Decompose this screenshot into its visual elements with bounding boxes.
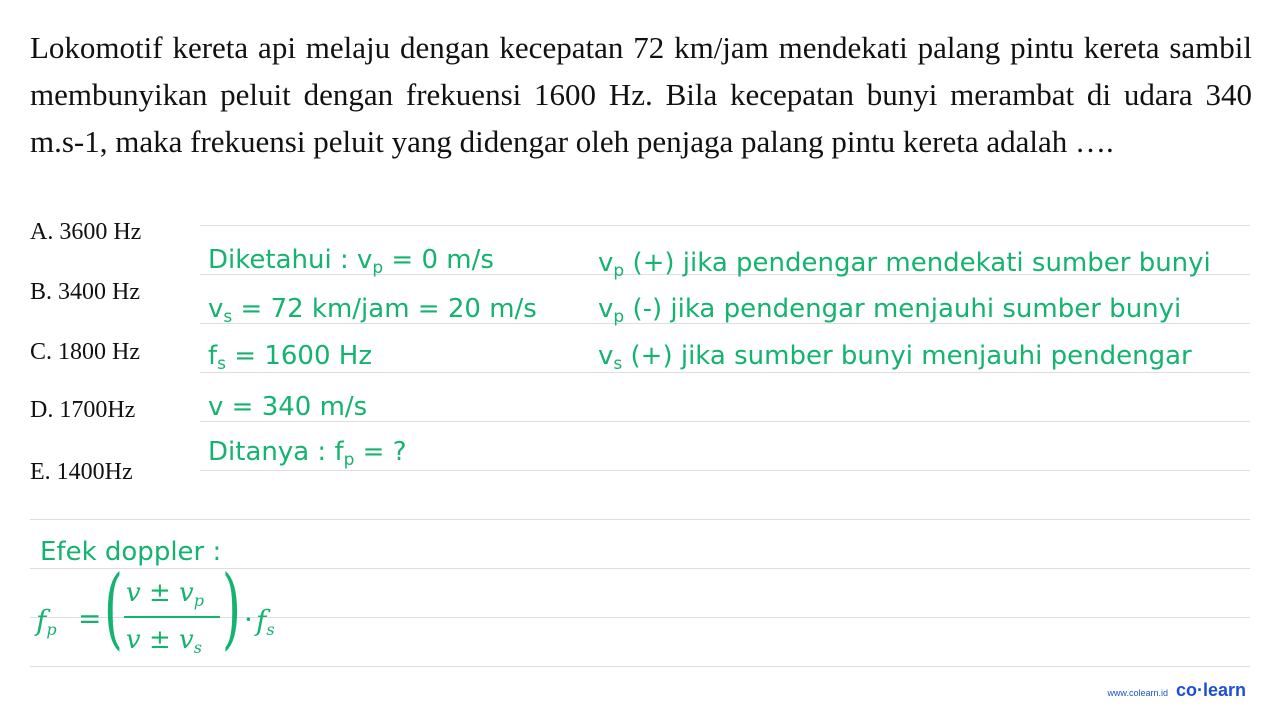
sign-rule-3 bbox=[598, 341, 1192, 374]
rule-line bbox=[30, 568, 1250, 569]
diketahui-fs bbox=[208, 341, 372, 374]
option-b[interactable]: B. 3400 Hz bbox=[30, 279, 140, 305]
diketahui-vs bbox=[208, 294, 537, 327]
ditanya-value: = ? bbox=[354, 437, 407, 467]
ditanya-line bbox=[208, 437, 407, 470]
fraction-bar bbox=[124, 616, 220, 618]
rhs-symbol: f bbox=[256, 604, 267, 637]
fs-symbol: f bbox=[208, 341, 218, 371]
lhs-subscript: p bbox=[46, 620, 57, 639]
rule1-text: (+) jika pendengar mendekati sumber bunyi bbox=[624, 248, 1211, 278]
lhs-symbol: f bbox=[36, 604, 47, 637]
sign-rule-1 bbox=[598, 248, 1211, 281]
numerator-text: v ± v bbox=[126, 578, 194, 608]
diketahui-label: Diketahui : bbox=[208, 245, 357, 275]
formula-rhs bbox=[256, 604, 275, 637]
ditanya-subscript: p bbox=[343, 450, 355, 470]
vs-subscript: s bbox=[223, 307, 233, 327]
option-a[interactable]: A. 3600 Hz bbox=[30, 219, 142, 245]
fs-value: = 1600 Hz bbox=[226, 341, 372, 371]
vp-symbol: v bbox=[356, 245, 373, 275]
fs-subscript: s bbox=[217, 354, 227, 374]
sign-rule-2 bbox=[598, 294, 1182, 327]
vp-value: = 0 m/s bbox=[383, 245, 494, 275]
diketahui-v: v = 340 m/s bbox=[208, 392, 368, 422]
rule-line bbox=[200, 372, 1250, 373]
ditanya-label: Ditanya : f bbox=[208, 437, 344, 467]
denominator-subscript: s bbox=[193, 638, 202, 657]
rule-line bbox=[30, 519, 1250, 520]
formula-dot: · bbox=[244, 603, 253, 636]
rhs-subscript: s bbox=[266, 620, 275, 639]
diketahui-vp bbox=[208, 245, 494, 278]
option-e[interactable]: E. 1400Hz bbox=[30, 459, 133, 485]
efek-doppler-label: Efek doppler : bbox=[40, 537, 222, 567]
rule-line bbox=[30, 666, 1250, 667]
vs-symbol: v bbox=[208, 294, 224, 324]
question-text: Lokomotif kereta api melaju dengan kecepatan 72 km/jam mendekati palang pintu kereta sambil membunyikan peluit dengan frekuensi 1600 Hz. Bila kecepatan bunyi merambat di udara 340 m.s-1, maka frekuensi peluit yang didengar oleh penjaga palang pintu kereta adalah …. bbox=[30, 30, 1252, 159]
rule3-symbol: v bbox=[598, 341, 614, 371]
rule2-subscript: p bbox=[613, 307, 625, 327]
formula-lhs bbox=[36, 604, 57, 637]
rule2-symbol: v bbox=[598, 294, 614, 324]
formula-denominator bbox=[126, 625, 202, 655]
rule1-subscript: p bbox=[613, 261, 625, 281]
rule3-subscript: s bbox=[613, 354, 623, 374]
option-c[interactable]: C. 1800 Hz bbox=[30, 339, 140, 365]
rule-line bbox=[200, 470, 1250, 471]
option-d[interactable]: D. 1700Hz bbox=[30, 397, 136, 423]
left-paren: ( bbox=[104, 556, 123, 659]
right-paren: ) bbox=[222, 556, 241, 659]
rule1-symbol: v bbox=[598, 248, 614, 278]
rule3-text: (+) jika sumber bunyi menjauhi pendengar bbox=[622, 341, 1192, 371]
footer-url: www.colearn.id bbox=[1107, 688, 1168, 698]
vs-value: = 72 km/jam = 20 m/s bbox=[232, 294, 537, 324]
denominator-text: v ± v bbox=[126, 625, 194, 655]
rule2-text: (-) jika pendengar menjauhi sumber bunyi bbox=[624, 294, 1182, 324]
vp-subscript: p bbox=[372, 258, 384, 278]
colearn-logo bbox=[1107, 680, 1246, 701]
rule-line bbox=[200, 225, 1250, 226]
formula-equals: = bbox=[78, 602, 102, 635]
formula-numerator bbox=[126, 578, 204, 608]
numerator-subscript: p bbox=[193, 591, 204, 610]
brand-wordmark: co·learn bbox=[1175, 680, 1246, 700]
